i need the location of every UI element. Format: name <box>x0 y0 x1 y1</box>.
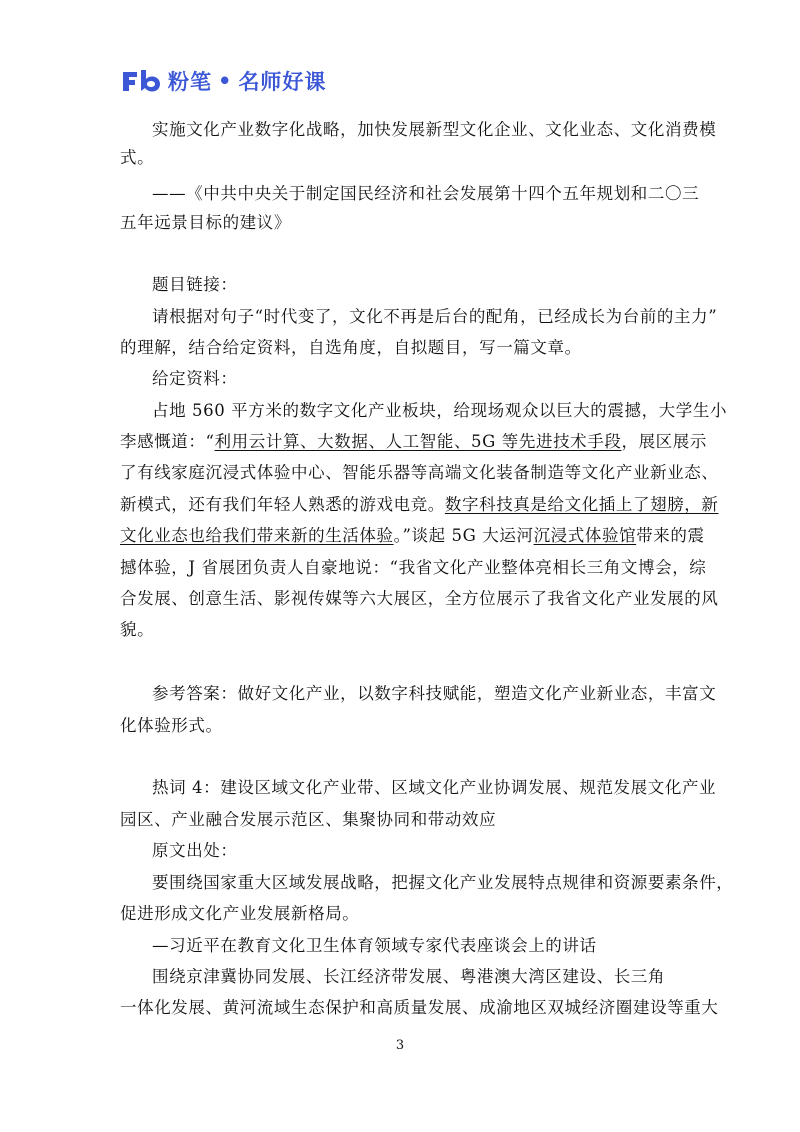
brand-separator: • <box>218 69 233 93</box>
brand-name: 粉笔 <box>168 70 212 94</box>
text-segment: 带来的震 <box>636 526 705 545</box>
reference-answer: 参考答案：做好文化产业，以数字科技赋能，塑造文化产业新业态，丰富文 <box>152 684 717 703</box>
text-line: 貌。 <box>120 620 155 639</box>
brand-logo <box>120 64 326 98</box>
text-line: 一体化发展、黄河流域生态保护和高质量发展、成渝地区双城经济圈建设等重大 <box>120 998 719 1017</box>
underlined-quote: 文化业态也给我们带来新的生活体验 <box>120 526 394 545</box>
section-heading: 原文出处： <box>152 841 238 860</box>
brand-slogan: 名师好课 <box>238 70 327 94</box>
text-line: 围绕京津冀协同发展、长江经济带发展、粤港澳大湾区建设、长三角 <box>152 967 665 986</box>
text-line <box>120 432 707 452</box>
text-line: 撼体验，J 省展团负责人自豪地说：“我省文化产业整体亮相长三角文博会，综 <box>120 558 707 577</box>
source-citation: —习近平在教育文化卫生体育领域专家代表座谈会上的讲话 <box>152 936 597 955</box>
text-line: 要围绕国家重大区域发展战略，把握文化产业发展特点规律和资源要素条件， <box>152 873 734 892</box>
text-segment: ，展区展示 <box>621 432 707 451</box>
hot-word-heading: 热词 4：建设区域文化产业带、区域文化产业协调发展、规范发展文化产业 <box>152 778 717 797</box>
text-line: 占地 560 平方米的数字文化产业板块，给现场观众以巨大的震撼，大学生小 <box>152 401 728 420</box>
text-line: 合发展、创意生活、影视传媒等六大展区，全方位展示了我省文化产业发展的风 <box>120 589 719 608</box>
section-heading: 给定资料： <box>152 369 238 388</box>
text-line: 五年远景目标的建议》 <box>120 213 291 232</box>
text-line: 化体验形式。 <box>120 716 223 735</box>
text-line: 了有线家庭沉浸式体验中心、智能乐器等高端文化装备制造等文化产业新业态、 <box>120 463 719 482</box>
underlined-quote: 利用云计算、大数据、人工智能、5G 等先进技术手段 <box>214 432 622 451</box>
underlined-phrase: 沉浸式体验馆 <box>533 526 637 545</box>
section-heading: 题目链接： <box>152 275 238 294</box>
text-line: 式。 <box>120 148 155 167</box>
text-segment: 新模式，还有我们年轻人熟悉的游戏电竞。 <box>120 495 445 514</box>
text-line: ——《中共中央关于制定国民经济和社会发展第十四个五年规划和二〇三 <box>152 184 700 203</box>
page-number: 3 <box>395 1038 405 1053</box>
text-line: 园区、产业融合发展示范区、集聚协同和带动效应 <box>120 810 497 829</box>
text-line: 请根据对句子“时代变了，文化不再是后台的配角，已经成长为台前的主力” <box>152 307 718 326</box>
fenbi-fb-logo-icon <box>120 68 162 94</box>
underlined-quote: 数字科技真是给文化插上了翅膀，新 <box>444 495 719 514</box>
text-segment: 李感慨道：“ <box>120 432 215 451</box>
text-line: 实施文化产业数字化战略，加快发展新型文化企业、文化业态、文化消费模 <box>152 120 717 139</box>
text-line: 促进形成文化产业发展新格局。 <box>120 904 360 923</box>
text-segment: 。”谈起 5G 大运河 <box>393 526 534 545</box>
text-line: 的理解，结合给定资料，自选角度，自拟题目，写一篇文章。 <box>120 338 582 357</box>
text-line <box>120 495 719 515</box>
text-line <box>120 526 705 546</box>
